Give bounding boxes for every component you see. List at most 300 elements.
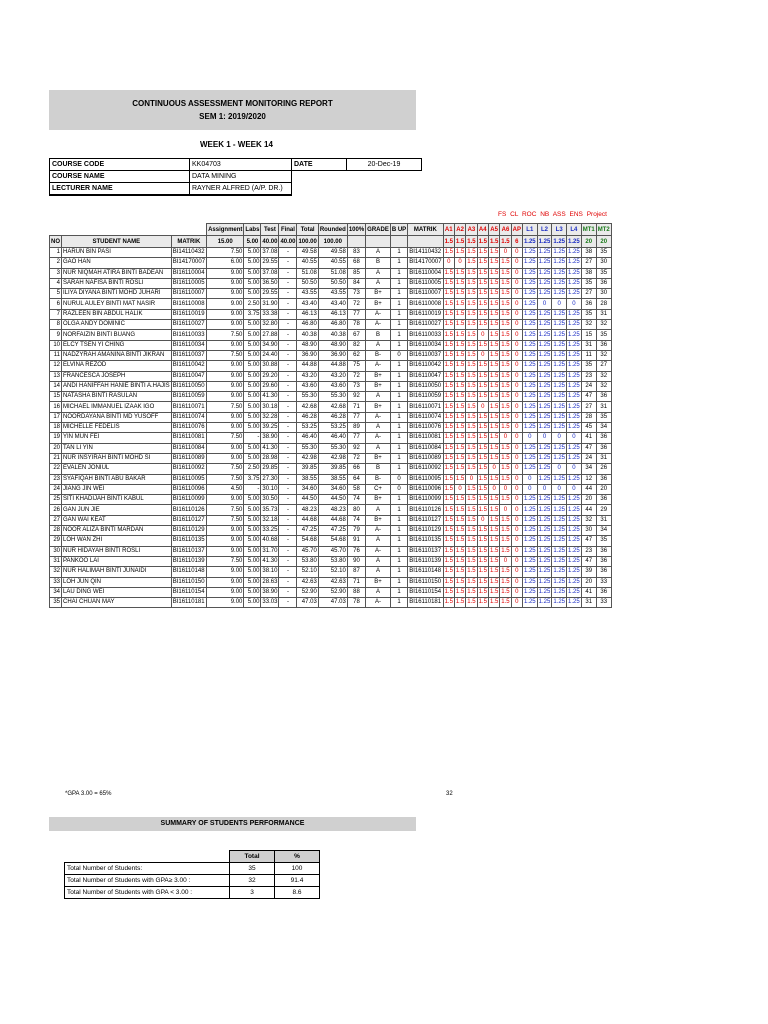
cell-l4: 1.25 (567, 587, 582, 597)
col-rounded: Rounded (318, 224, 347, 236)
cell-name: ANDI HANIFFAH HANIE BINTI A.HAJIS (62, 381, 172, 391)
cell-total: 39.85 (297, 464, 318, 474)
cell-total: 55.30 (297, 443, 318, 453)
cell-matrik: BI16110019 (171, 309, 206, 319)
cell-total: 42.63 (297, 577, 318, 587)
cell-a5: 1.5 (488, 556, 499, 566)
cell-bup: 1 (390, 546, 407, 556)
cell-a1: 1.5 (443, 474, 454, 484)
cell-pct: 82 (347, 340, 365, 350)
cell-a3: 1.5 (466, 495, 477, 505)
cell-grade: B (366, 330, 391, 340)
cell-test: 33.25 (261, 526, 279, 536)
cell-pct: 68 (347, 258, 365, 268)
cell-a7: 0 (511, 412, 522, 422)
cell-a2: 1.5 (454, 381, 465, 391)
course-name-label: COURSE NAME (50, 171, 190, 183)
cell-mt2: 36 (596, 443, 611, 453)
cell-a3: 1.5 (466, 515, 477, 525)
table-row (50, 248, 612, 258)
cell-matrik2: BI16110019 (408, 309, 443, 319)
summary-total: 32 (230, 875, 275, 887)
cell-mt1: 35 (581, 278, 596, 288)
cell-l1: 1.25 (522, 361, 537, 371)
table-row (50, 289, 612, 299)
cell-l3: 1.25 (552, 587, 567, 597)
cell-a7: 0 (511, 299, 522, 309)
cell-bup: 1 (390, 443, 407, 453)
cell-l1: 1.25 (522, 392, 537, 402)
cell-a5: 1.5 (488, 309, 499, 319)
cell-rounded: 55.30 (318, 443, 347, 453)
cell-matrik: BI16110005 (171, 278, 206, 288)
table-row (50, 350, 612, 360)
cell-name: ELCY TSEN YI CHING (62, 340, 172, 350)
cell-final: - (279, 361, 297, 371)
cell-a4: 1.5 (477, 536, 488, 546)
cell-matrik2: BI16110137 (408, 546, 443, 556)
cell-bup: 1 (390, 402, 407, 412)
cell-test: 30.10 (261, 484, 279, 494)
cell-a6: 1.5 (500, 536, 511, 546)
cell-a2: 1.5 (454, 361, 465, 371)
cell-grade: B+ (366, 289, 391, 299)
cell-matrik2: BI16110033 (408, 330, 443, 340)
cell-a6: 1.5 (500, 381, 511, 391)
cell-bup: 1 (390, 371, 407, 381)
cell-l3: 1.25 (552, 268, 567, 278)
cell-l4: 1.25 (567, 350, 582, 360)
cell-no: 1 (50, 248, 62, 258)
cell-no: 29 (50, 536, 62, 546)
summary-total: 3 (230, 887, 275, 899)
cell-assignment: 9.00 (207, 289, 244, 299)
cell-l2: 1.25 (537, 526, 552, 536)
cell-l3: 1.25 (552, 392, 567, 402)
cell-rounded: 44.68 (318, 515, 347, 525)
cell-grade: B+ (366, 381, 391, 391)
cell-matrik2: BI16110135 (408, 536, 443, 546)
cell-bup: 1 (390, 526, 407, 536)
cell-l2: 1.25 (537, 536, 552, 546)
cell-no: 27 (50, 515, 62, 525)
cell-total: 34.60 (297, 484, 318, 494)
cell-name: HARUN BIN PASI (62, 248, 172, 258)
cell-bup: 1 (390, 598, 407, 608)
cell-l4: 1.25 (567, 309, 582, 319)
cell-a2: 1.5 (454, 289, 465, 299)
cell-a2: 1.5 (454, 433, 465, 443)
cell-no: 33 (50, 577, 62, 587)
cell-a3: 1.5 (466, 526, 477, 536)
cell-no: 4 (50, 278, 62, 288)
cell-total: 40.38 (297, 330, 318, 340)
max-marks-row (50, 236, 612, 248)
table-row (50, 320, 612, 330)
cell-no: 6 (50, 299, 62, 309)
cell-final: - (279, 433, 297, 443)
cell-a7: 0 (511, 423, 522, 433)
cell-l1: 0 (522, 484, 537, 494)
cell-a1: 1.5 (443, 330, 454, 340)
cell-test: 41.30 (261, 443, 279, 453)
cell-name: LAU DING WEI (62, 587, 172, 597)
cell-matrik: BI16110076 (171, 423, 206, 433)
cell-a5: 1.5 (488, 299, 499, 309)
cell-l4: 1.25 (567, 495, 582, 505)
cell-grade: A (366, 556, 391, 566)
cell-a7: 0 (511, 587, 522, 597)
cell-name: NOOR ALIZA BINTI MARDAN (62, 526, 172, 536)
cell-l1: 1.25 (522, 443, 537, 453)
cell-a5: 1.5 (488, 412, 499, 422)
cell-assignment: 9.00 (207, 598, 244, 608)
cell-a1: 1.5 (443, 587, 454, 597)
cell-matrik: BI16110139 (171, 556, 206, 566)
cell-a1: 1.5 (443, 495, 454, 505)
cell-grade: A (366, 278, 391, 288)
cell-matrik2: BI16110096 (408, 484, 443, 494)
cell-a4: 1.5 (477, 474, 488, 484)
cell-a7: 0 (511, 443, 522, 453)
max-a6: 1.5 (500, 236, 511, 248)
cell-test: 28.63 (261, 577, 279, 587)
cell-l4: 0 (567, 433, 582, 443)
cell-bup: 0 (390, 350, 407, 360)
cell-a6: 1.5 (500, 371, 511, 381)
cell-labs: 5.00 (244, 587, 261, 597)
cell-mt1: 34 (581, 464, 596, 474)
cell-assignment: 9.00 (207, 567, 244, 577)
cell-l1: 1.25 (522, 515, 537, 525)
cell-grade: B+ (366, 495, 391, 505)
cell-a4: 1.5 (477, 526, 488, 536)
cell-bup: 1 (390, 556, 407, 566)
cell-a1: 1.5 (443, 443, 454, 453)
cell-a7: 0 (511, 402, 522, 412)
cell-rounded: 44.88 (318, 361, 347, 371)
cell-mt2: 36 (596, 587, 611, 597)
cell-mt2: 35 (596, 268, 611, 278)
cell-a4: 1.5 (477, 392, 488, 402)
cell-a4: 1.5 (477, 546, 488, 556)
cell-test: 30.50 (261, 495, 279, 505)
cell-l3: 1.25 (552, 371, 567, 381)
cell-pct: 76 (347, 546, 365, 556)
cell-mt1: 27 (581, 289, 596, 299)
cell-name: NUR HALIMAH BINTI JUNAIDI (62, 567, 172, 577)
cell-grade: B+ (366, 515, 391, 525)
cell-bup: 1 (390, 248, 407, 258)
cell-name: GAN JUN JIE (62, 505, 172, 515)
cell-a6: 0 (500, 505, 511, 515)
cell-grade: A (366, 567, 391, 577)
cell-no: 10 (50, 340, 62, 350)
cell-l4: 1.25 (567, 546, 582, 556)
cell-l4: 1.25 (567, 361, 582, 371)
cell-matrik2: BI16110050 (408, 381, 443, 391)
cell-matrik: BI16110150 (171, 577, 206, 587)
cell-l3: 1.25 (552, 289, 567, 299)
cell-name: MICHAEL IMMANUEL IZAAK IGO (62, 402, 172, 412)
cell-assignment: 9.00 (207, 299, 244, 309)
cell-matrik: BI16110050 (171, 381, 206, 391)
cell-l3: 1.25 (552, 320, 567, 330)
cell-a7: 0 (511, 340, 522, 350)
cell-l2: 1.25 (537, 464, 552, 474)
cell-mt2: 33 (596, 598, 611, 608)
cell-test: 33.38 (261, 309, 279, 319)
cell-a2: 1.5 (454, 577, 465, 587)
cell-a3: 1.5 (466, 392, 477, 402)
cell-labs: 5.00 (244, 556, 261, 566)
cell-labs: 5.00 (244, 505, 261, 515)
cell-matrik2: BI16110126 (408, 505, 443, 515)
cell-mt1: 23 (581, 546, 596, 556)
cell-a4: 1.5 (477, 278, 488, 288)
cell-test: 32.80 (261, 320, 279, 330)
cell-l4: 1.25 (567, 515, 582, 525)
cell-matrik: BI16110135 (171, 536, 206, 546)
cell-assignment: 9.00 (207, 495, 244, 505)
cell-a6: 1.5 (500, 495, 511, 505)
summary-label: Total Number of Students with GPA < 3.00 : (65, 887, 230, 899)
cell-l4: 1.25 (567, 320, 582, 330)
cell-total: 51.08 (297, 268, 318, 278)
cell-mt1: 28 (581, 412, 596, 422)
cell-matrik2: BI16110027 (408, 320, 443, 330)
cell-a7: 0 (511, 278, 522, 288)
table-row (50, 495, 612, 505)
col-a2: A2 (454, 224, 465, 236)
cell-l2: 1.25 (537, 412, 552, 422)
cell-l2: 1.25 (537, 567, 552, 577)
cell-final: - (279, 309, 297, 319)
cell-a3: 1.5 (466, 412, 477, 422)
cell-test: 41.30 (261, 556, 279, 566)
cell-pct: 72 (347, 453, 365, 463)
cell-rounded: 44.50 (318, 495, 347, 505)
cell-test: 29.20 (261, 371, 279, 381)
cell-mt1: 24 (581, 453, 596, 463)
cell-l1: 1.25 (522, 299, 537, 309)
cell-matrik: BI16110084 (171, 443, 206, 453)
cell-a7: 0 (511, 268, 522, 278)
cell-l3: 0 (552, 464, 567, 474)
cell-l4: 1.25 (567, 371, 582, 381)
cell-no: 15 (50, 392, 62, 402)
cell-grade: A (366, 340, 391, 350)
cell-total: 42.68 (297, 402, 318, 412)
cell-name: NURUL AULEY BINTI MAT NASIR (62, 299, 172, 309)
cell-pct: 80 (347, 505, 365, 515)
cell-a5: 1.5 (488, 289, 499, 299)
cell-total: 44.68 (297, 515, 318, 525)
col-mt2: MT2 (596, 224, 611, 236)
cell-a5: 1.5 (488, 248, 499, 258)
bup-count: 32 (446, 791, 453, 797)
cell-grade: C+ (366, 484, 391, 494)
cell-a6: 0 (500, 433, 511, 443)
cell-a1: 1.5 (443, 268, 454, 278)
cell-a1: 1.5 (443, 505, 454, 515)
cell-a7: 0 (511, 567, 522, 577)
cell-a2: 1.5 (454, 546, 465, 556)
cell-a4: 1.5 (477, 443, 488, 453)
cell-a5: 1.5 (488, 495, 499, 505)
cell-labs: 2.50 (244, 299, 261, 309)
cell-test: 24.40 (261, 350, 279, 360)
max-rounded: 100.00 (318, 236, 347, 248)
cell-pct: 77 (347, 433, 365, 443)
table-row (50, 556, 612, 566)
cell-matrik2: BI16110037 (408, 350, 443, 360)
cell-l1: 1.25 (522, 495, 537, 505)
cell-no: 24 (50, 484, 62, 494)
cell-l3: 1.25 (552, 258, 567, 268)
max-assignment: 15.00 (207, 236, 244, 248)
cell-mt2: 36 (596, 546, 611, 556)
cell-mt1: 24 (581, 381, 596, 391)
cell-pct: 73 (347, 289, 365, 299)
cell-test: 39.25 (261, 423, 279, 433)
cell-matrik: BI16110081 (171, 433, 206, 443)
cell-bup: 1 (390, 278, 407, 288)
cell-a7: 0 (511, 484, 522, 494)
cell-labs: 5.00 (244, 371, 261, 381)
cell-test: 38.90 (261, 433, 279, 443)
cell-l3: 1.25 (552, 248, 567, 258)
cell-pct: 66 (347, 464, 365, 474)
cell-labs: 5.00 (244, 515, 261, 525)
max-l4: 1.25 (567, 236, 582, 248)
cell-a2: 1.5 (454, 268, 465, 278)
cell-name: LOH JUN QIN (62, 577, 172, 587)
cell-matrik: BI16110007 (171, 289, 206, 299)
cell-grade: A (366, 536, 391, 546)
cell-a1: 1.5 (443, 556, 454, 566)
cell-a3: 1.5 (466, 320, 477, 330)
course-name-value: DATA MINING (190, 171, 292, 183)
cell-mt1: 38 (581, 248, 596, 258)
cell-no: 26 (50, 505, 62, 515)
cell-l4: 1.25 (567, 536, 582, 546)
cell-mt1: 27 (581, 258, 596, 268)
cell-no: 19 (50, 433, 62, 443)
cell-mt1: 41 (581, 587, 596, 597)
cell-mt2: 27 (596, 361, 611, 371)
cell-rounded: 47.03 (318, 598, 347, 608)
cell-l2: 1.25 (537, 505, 552, 515)
cell-total: 47.25 (297, 526, 318, 536)
table-row (50, 464, 612, 474)
cell-l2: 1.25 (537, 381, 552, 391)
cell-mt2: 20 (596, 484, 611, 494)
table-row (50, 546, 612, 556)
cell-grade: B (366, 258, 391, 268)
cell-mt1: 27 (581, 402, 596, 412)
cell-matrik: BI16110034 (171, 340, 206, 350)
cell-bup: 1 (390, 309, 407, 319)
cell-total: 46.40 (297, 433, 318, 443)
cell-grade: B+ (366, 402, 391, 412)
cell-l3: 1.25 (552, 350, 567, 360)
cell-final: - (279, 474, 297, 484)
cell-bup: 1 (390, 330, 407, 340)
cell-mt1: 47 (581, 536, 596, 546)
cell-bup: 1 (390, 433, 407, 443)
cell-a1: 1.5 (443, 464, 454, 474)
cell-a3: 1.5 (466, 423, 477, 433)
cell-labs: 5.00 (244, 402, 261, 412)
cell-final: - (279, 464, 297, 474)
cell-l1: 1.25 (522, 412, 537, 422)
cell-a4: 1.5 (477, 289, 488, 299)
col-a6: A6 (500, 224, 511, 236)
col-matrik: MATRIK (171, 236, 206, 248)
cell-a7: 0 (511, 495, 522, 505)
cell-bup: 1 (390, 320, 407, 330)
cell-l2: 1.25 (537, 556, 552, 566)
cell-name: NOORDAYANA BINTI MD YUSOFF (62, 412, 172, 422)
cell-mt1: 45 (581, 423, 596, 433)
table-row (50, 453, 612, 463)
col-l2: L2 (537, 224, 552, 236)
cell-a5: 1.5 (488, 474, 499, 484)
cell-a1: 1.5 (443, 361, 454, 371)
cell-grade: A- (366, 433, 391, 443)
summary-col-pct: % (275, 851, 320, 863)
cell-a1: 1.5 (443, 340, 454, 350)
cell-a1: 1.5 (443, 536, 454, 546)
cell-no: 9 (50, 330, 62, 340)
cell-a1: 1.5 (443, 278, 454, 288)
cell-l3: 1.25 (552, 423, 567, 433)
cell-mt1: 36 (581, 299, 596, 309)
cell-grade: B- (366, 474, 391, 484)
cell-labs: 5.00 (244, 340, 261, 350)
cell-final: - (279, 453, 297, 463)
cell-l2: 1.25 (537, 371, 552, 381)
cell-total: 44.88 (297, 361, 318, 371)
cell-final: - (279, 412, 297, 422)
cell-bup: 1 (390, 453, 407, 463)
cell-a6: 1.5 (500, 587, 511, 597)
student-marks-table (49, 223, 612, 608)
cell-rounded: 38.55 (318, 474, 347, 484)
cell-total: 40.55 (297, 258, 318, 268)
cell-total: 47.03 (297, 598, 318, 608)
cell-l1: 0 (522, 474, 537, 484)
cell-mt2: 30 (596, 258, 611, 268)
cell-a6: 1.5 (500, 309, 511, 319)
cell-rounded: 46.28 (318, 412, 347, 422)
cell-a1: 1.5 (443, 289, 454, 299)
cell-a3: 1.5 (466, 268, 477, 278)
cell-grade: B- (366, 350, 391, 360)
cell-a6: 1.5 (500, 567, 511, 577)
cell-a4: 1.5 (477, 505, 488, 515)
cell-final: - (279, 546, 297, 556)
cell-a6: 0 (500, 484, 511, 494)
cell-a1: 1.5 (443, 381, 454, 391)
cell-pct: 73 (347, 381, 365, 391)
cell-pct: 84 (347, 278, 365, 288)
cell-a3: 1.5 (466, 598, 477, 608)
cell-mt2: 28 (596, 299, 611, 309)
cell-test: 31.90 (261, 299, 279, 309)
cell-a4: 1.5 (477, 299, 488, 309)
